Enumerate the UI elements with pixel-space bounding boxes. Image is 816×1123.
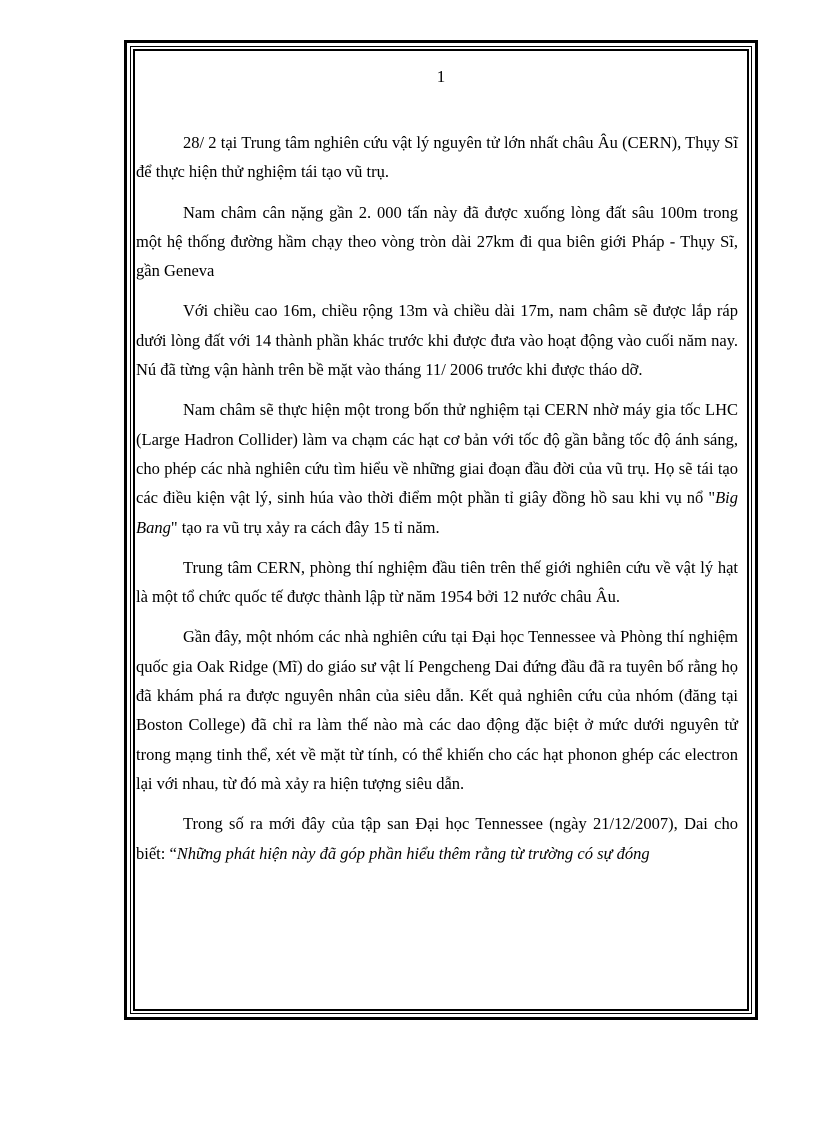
paragraph-magnet-size: Với chiều cao 16m, chiều rộng 13m và chiều dài 17m, nam châm sẽ được lắp ráp dưới lòng đất với 14 thành phần khác trước khi được đưa vào hoạt động vào cuối năm nay. Nú đã từng vận hành trên bề mặt vào tháng 11/ 2006 trước khi được tháo dỡ. bbox=[136, 301, 738, 380]
paragraph-quote-text: Trong số ra mới đây của tập san Đại học Tennessee (ngày 21/12/2007), Dai cho biết: “ bbox=[136, 814, 738, 863]
paragraph-cern-intro: 28/ 2 tại Trung tâm nghiên cứu vật lý nguyên tử lớn nhất châu Âu (CERN), Thụy Sĩ để thực hiện thử nghiệm tái tạo vũ trụ. bbox=[136, 133, 738, 182]
page-number: 1 bbox=[436, 67, 446, 86]
paragraph-magnet-weight: Nam châm cân nặng gần 2. 000 tấn này đã được xuống lòng đất sâu 100m trong một hệ thống đường hầm chạy theo vòng tròn dài 27km đi qua biên giới Pháp - Thụy Sĩ, gần Geneva bbox=[136, 202, 738, 281]
paragraph-lhc-text-a: Nam châm sẽ thực hiện một trong bốn thử nghiệm tại CERN nhờ máy gia tốc LHC (Large Hadron Collider) làm va chạm các hạt cơ bản với tốc độ gần bằng tốc độ ánh sáng, cho phép các nhà nghiên cứu tìm hiểu về những giai đoạn đầu đời của vũ trụ. Họ sẽ tái tạo các điều kiện vật lý, sinh húa vào thời điểm một phần tỉ giây đồng hồ sau khi vụ nổ " bbox=[136, 400, 738, 508]
big-bang-term: Big Bang bbox=[136, 488, 738, 537]
paragraph-tennessee-quote bbox=[136, 809, 738, 868]
quote-italic: Những phát hiện này đã góp phần hiểu thêm rằng từ trường có sự đóng bbox=[176, 843, 650, 863]
document-body bbox=[136, 128, 738, 879]
paragraph-cern-history: Trung tâm CERN, phòng thí nghiệm đầu tiên trên thế giới nghiên cứu về vật lý hạt là một tổ chức quốc tế được thành lập từ năm 1954 bởi 12 nước châu Âu. bbox=[136, 557, 738, 607]
paragraph-lhc-experiment bbox=[136, 395, 738, 541]
paragraph-lhc-text-b: " tạo ra vũ trụ xảy ra cách đây 15 tỉ năm. bbox=[170, 517, 440, 537]
paragraph-superconductivity: Gần đây, một nhóm các nhà nghiên cứu tại Đại học Tennessee và Phòng thí nghiệm quốc gia Oak Ridge (Mĩ) do giáo sư vật lí Pengcheng Dai đứng đầu đã ra tuyên bố rằng họ đã khám phá ra được nguyên nhân của siêu dẫn. Kết quả nghiên cứu của nhóm (đăng tại Boston College) đã chỉ ra làm thế nào mà các dao động đặc biệt ở mức dưới nguyên tử trong mạng tinh thể, xét về mặt từ tính, có thể khiến cho các hạt phonon ghép các electron lại với nhau, từ đó mà xảy ra hiện tượng siêu dẫn. bbox=[136, 627, 738, 793]
